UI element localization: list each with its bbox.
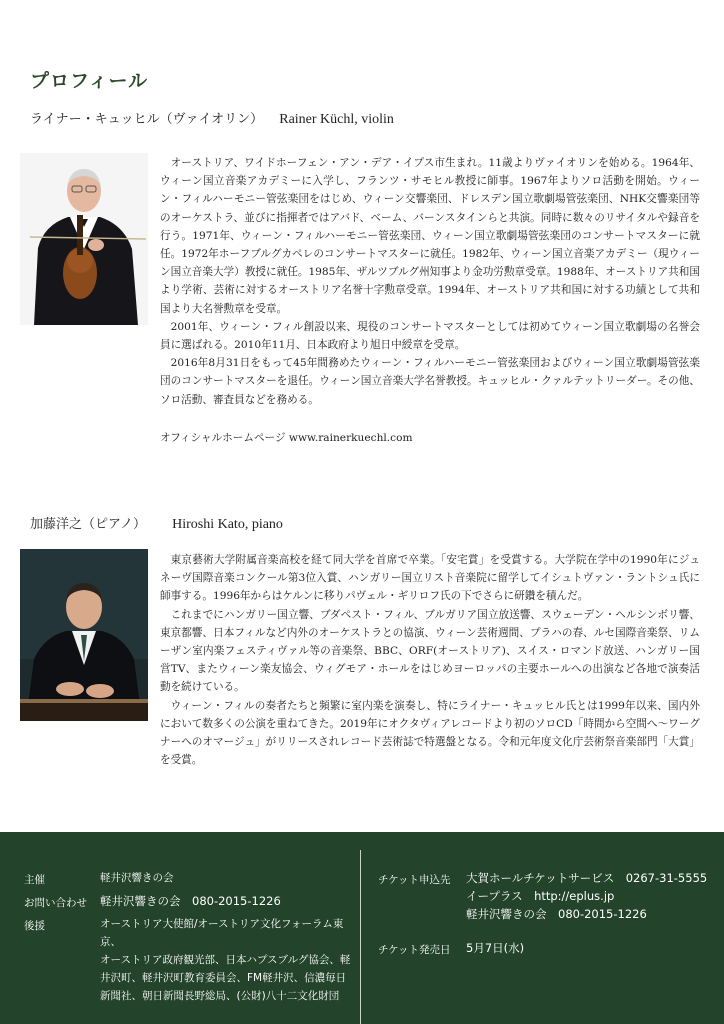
violinist-bio	[160, 154, 700, 409]
ticket-label: チケット申込先	[378, 874, 451, 886]
release-label: チケット発売日	[378, 944, 451, 956]
organizer-value: 軽井沢響きの会	[100, 872, 174, 884]
violinist-bio-paragraph: 2001年、ウィーン・フィル創設以来、現役のコンサートマスターとしては初めてウィーン国立歌劇場の名誉会員に選ばれる。2010年11月、日本政府より旭日中綬章を受章。	[160, 320, 700, 352]
support-label: 後援	[24, 920, 45, 932]
support-line: オーストリア大使館/オーストリア文化フォーラム東京、	[100, 918, 344, 948]
support-line: 井沢町、軽井沢町教育委員会、FM軽井沢、信濃毎日	[100, 972, 347, 984]
footer	[0, 832, 724, 1024]
violinist-bio-paragraph: 2016年8月31日をもって45年間務めたウィーン・フィルハーモニー管弦楽団およびウィーン国立歌劇場管弦楽団のコンサートマスターを退任。ウィーン国立音楽大学名誉教授。キュッヒル・クァルテットリーダー。その他、ソロ活動、審査員などを務める。	[160, 357, 700, 406]
contact-value: 軽井沢響きの会 080-2015-1226	[100, 894, 281, 908]
ticket-line: 軽井沢響きの会 080-2015-1226	[466, 907, 647, 921]
pianist-heading	[30, 513, 283, 533]
violinist-homepage: オフィシャルホームページ www.rainerkuechl.com	[160, 432, 413, 444]
pianist-bio-paragraph: ウィーン・フィルの奏者たちと頻繁に室内楽を演奏し、特にライナー・キュッヒル氏とは1999年以来、国内外において数多くの公演を重ねてきた。2019年にオクタヴィアレコードより初のソロCD「時間から空間へ〜ワーグナーへのオマージュ」がリリースされレコード芸術誌で特選盤となる。令和元年度文化庁芸術祭音楽部門「大賞」を受賞。	[160, 699, 700, 767]
pianist-bio-paragraph: これまでにハンガリー国立響、ブダペスト・フィル、ブルガリア国立放送響、スウェーデン・ヘルシンボリ響、東京都響、日本フィルなど内外のオーケストラとの協演、ウィーン芸術週間、プラハの春、ルセ国際音楽祭、リムーザン室内楽フェスティヴァル等の音楽祭、BBC、ORF(オーストリア)、スイス・ロマンド放送、ハンガリー国営TV、またウィーン楽友協会、ウィグモア・ホールをはじめヨーロッパの主要ホールへの出演など各地で演奏活動を続けている。	[160, 608, 700, 694]
support-line: オーストリア政府観光部、日本ハプスブルグ協会、軽	[100, 954, 351, 966]
pianist-name-en: Hiroshi Kato, piano	[172, 517, 283, 532]
violinist-bio-paragraph: オーストリア、ワイドホーフェン・アン・デア・イプス市生まれ。11歳よりヴァイオリンを始める。1964年、ウィーン国立音楽アカデミーに入学し、フランツ・サモヒル教授に師事。1967年よりソロ活動を開始。ウィーン・フィルハーモニー管弦楽団をはじめ、ウィーン交響楽団、ドレスデン国立歌劇場管弦楽団、NHK交響楽団等のオーケストラ、並びに指揮者ではアバド、ベーム、バーンスタインらと共演。同時に数々のリサイタルや録音を行う。1971年、ウィーン・フィルハーモニー管弦楽団、ウィーン国立歌劇場管弦楽団のコンサートマスターに就任。1972年ホーフブルグカペレのコンサートマスターに就任。1982年、ウィーン国立音楽アカデミー（現ウィーン国立音楽大学）教授に就任。1985年、ザルツブルグ州知事より金功労勲章受章。1988年、オーストリア共和国より学術、芸術に対するオーストリア名誉十字勲章受章。1994年、オーストリア共和国に対する功績として共和国より大名誉勲章を受章。	[160, 157, 700, 315]
ticket-list	[466, 869, 707, 923]
violinist-heading	[30, 108, 394, 128]
violinist-photo	[20, 153, 148, 325]
pianist-bio	[160, 551, 700, 769]
violinist-name-en: Rainer Küchl, violin	[279, 112, 394, 127]
ticket-line: イープラス http://eplus.jp	[466, 889, 615, 903]
contact-label: お問い合わせ	[24, 897, 87, 909]
release-value: 5月7日(水)	[466, 941, 525, 955]
violinist-name-jp: ライナー・キュッヒル（ヴァイオリン）	[30, 112, 264, 127]
pianist-name-jp: 加藤洋之（ピアノ）	[30, 517, 146, 532]
ticket-line: 大賀ホールチケットサービス 0267-31-5555	[466, 871, 708, 885]
footer-divider	[360, 850, 361, 1024]
page-title: プロフィール	[30, 70, 149, 92]
pianist-bio-paragraph: 東京藝術大学附属音楽高校を経て同大学を首席で卒業。「安宅賞」を受賞する。大学院在学中の1990年にジュネーヴ国際音楽コンクール第3位入賞、ハンガリー国立リスト音楽院に留学してイシュトヴァン・ラントシュ氏に師事する。1996年からはケルンに移りパヴェル・ギリロフ氏の下でさらに研鑽を積んだ。	[160, 554, 700, 603]
support-line: 新聞社、朝日新聞長野総局、(公財)八十二文化財団	[100, 990, 340, 1002]
support-list	[100, 915, 355, 1005]
pianist-photo	[20, 549, 148, 721]
organizer-label: 主催	[24, 874, 45, 886]
